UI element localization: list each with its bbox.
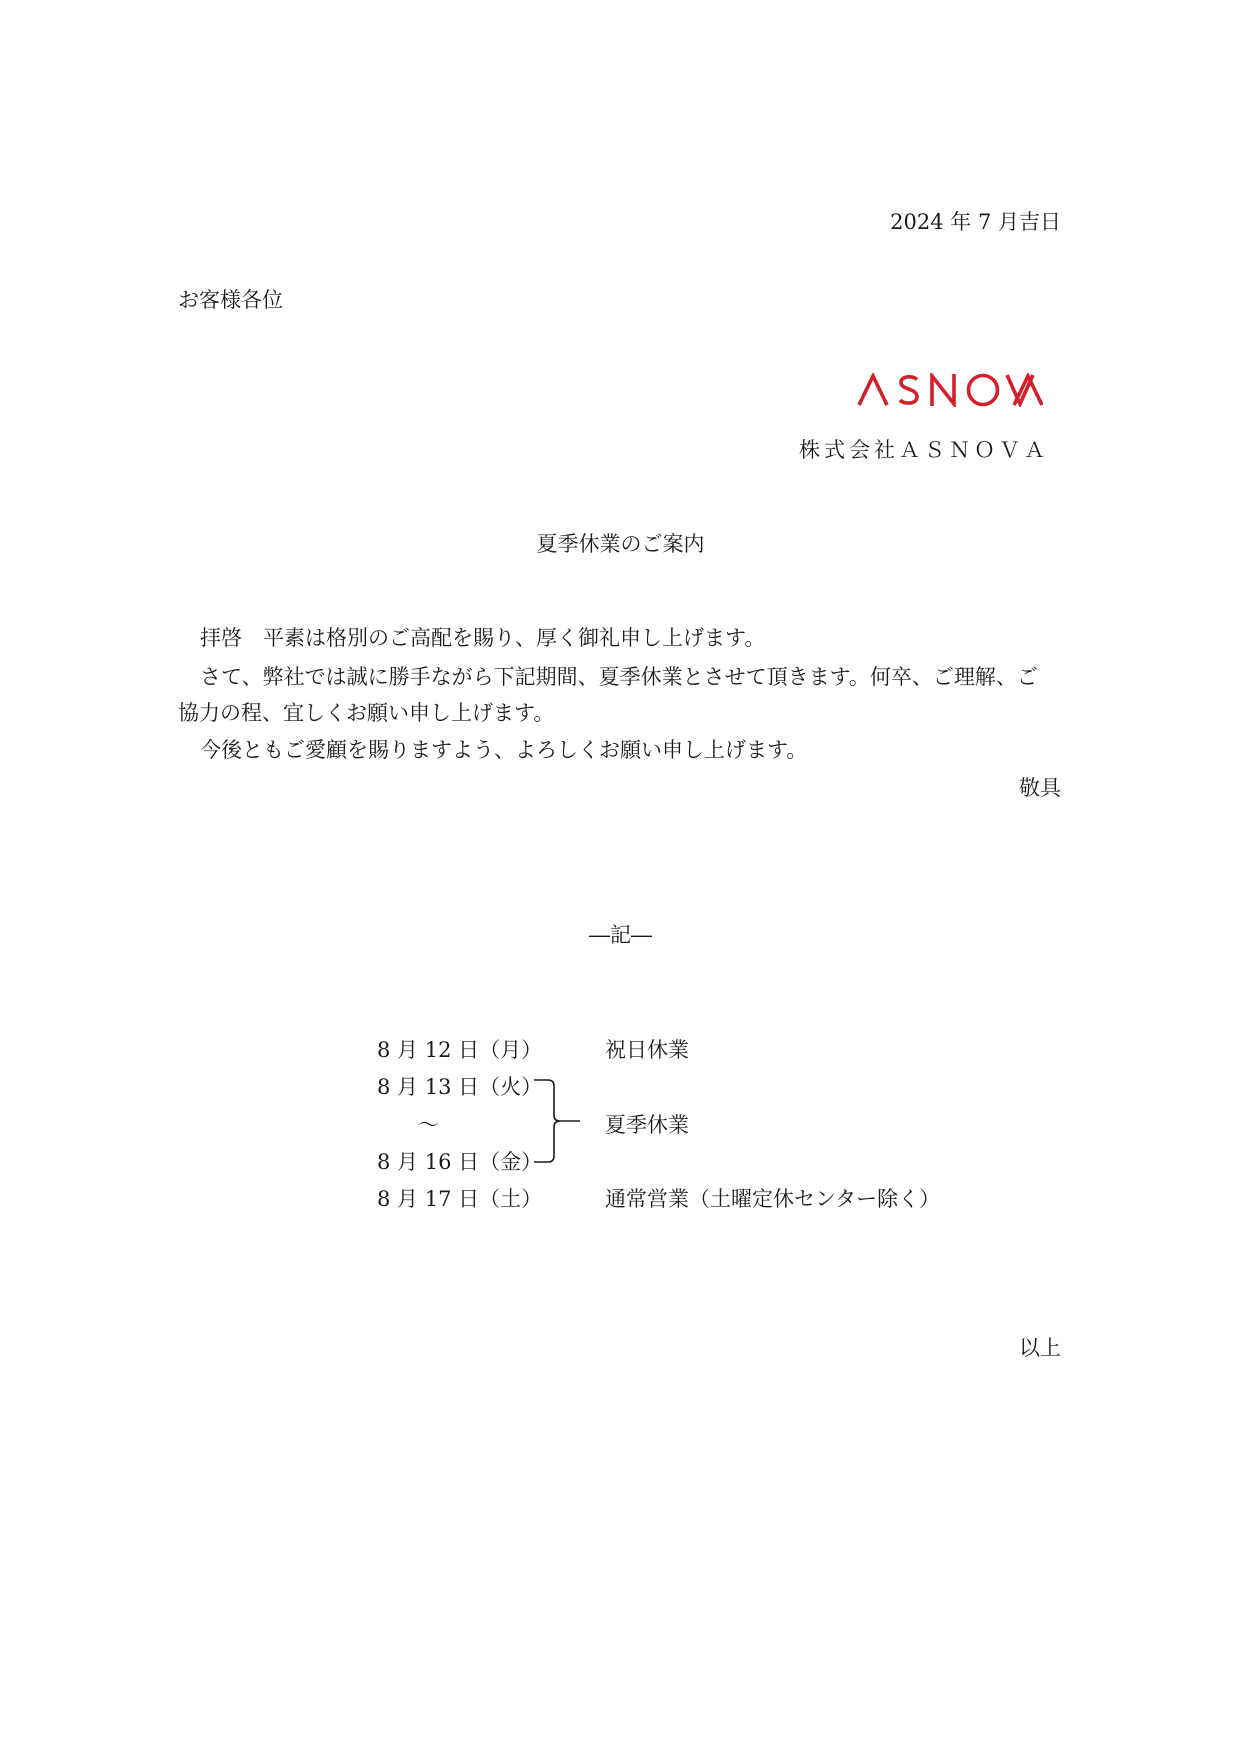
body-paragraph-2-line-2: 協力の程、宜しくお願い申し上げます。 bbox=[178, 701, 555, 725]
range-brace bbox=[532, 1078, 582, 1164]
document-title: 夏季休業のご案内 bbox=[536, 532, 705, 556]
schedule-date-4: 8 月 17 日（土） bbox=[377, 1187, 543, 1211]
recipient: お客様各位 bbox=[178, 288, 283, 312]
schedule-date-2: 8 月 13 日（火） bbox=[377, 1075, 543, 1099]
body-paragraph-1: 拝啓 平素は格別のご高配を賜り、厚く御礼申し上げます。 bbox=[200, 626, 766, 650]
body-paragraph-3: 今後ともご愛顧を賜りますよう、よろしくお願い申し上げます。 bbox=[200, 738, 808, 762]
document-date: 2024 年 7 月吉日 bbox=[890, 210, 1061, 234]
schedule-date-3: 8 月 16 日（金） bbox=[377, 1150, 543, 1174]
company-name: 株式会社ＡＳＮＯＶＡ bbox=[799, 438, 1049, 462]
body-paragraph-2-line-1: さて、弊社では誠に勝手ながら下記期間、夏季休業とさせて頂きます。何卒、ご理解、ご bbox=[200, 665, 1038, 689]
schedule-range-tilde: ～ bbox=[418, 1113, 439, 1137]
closing-remark: 敬具 bbox=[1019, 776, 1061, 800]
notice-heading: ―記― bbox=[589, 923, 652, 947]
asnova-logo bbox=[857, 373, 1043, 407]
schedule-desc-1: 祝日休業 bbox=[605, 1038, 689, 1062]
end-mark: 以上 bbox=[1019, 1336, 1061, 1360]
schedule-date-1: 8 月 12 日（月） bbox=[377, 1038, 543, 1062]
schedule-desc-4: 通常営業（土曜定休センター除く） bbox=[605, 1187, 941, 1211]
schedule-desc-summer: 夏季休業 bbox=[605, 1113, 689, 1137]
